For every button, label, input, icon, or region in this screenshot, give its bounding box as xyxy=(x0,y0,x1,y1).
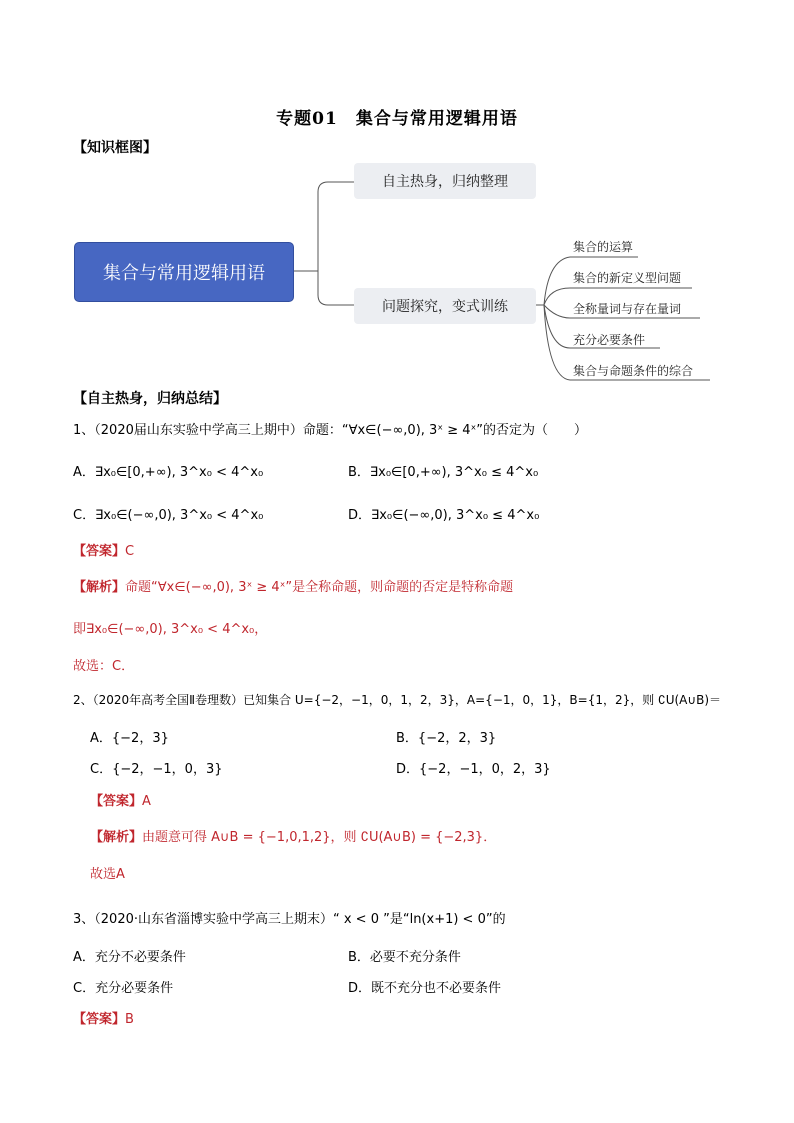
q2-analysis-line2: 故选A xyxy=(90,867,125,882)
mindmap-connectors xyxy=(0,0,794,400)
q1-option-d: D．∃x₀∈(−∞,0), 3^x₀ ≤ 4^x₀ xyxy=(348,508,540,523)
analysis-tag: 【解析】 xyxy=(90,830,143,845)
mindmap-leaf: 全称量词与存在量词 xyxy=(573,302,682,316)
q1-analysis-line2: 即∃x₀∈(−∞,0), 3^x₀ < 4^x₀， xyxy=(73,622,268,637)
answer-value: B xyxy=(125,1012,134,1027)
q3-option-a: A．充分不必要条件 xyxy=(73,950,186,965)
section-header: 【自主热身，归纳总结】 xyxy=(73,391,227,407)
q3-option-c: C．充分必要条件 xyxy=(73,981,174,996)
q1-option-a: A．∃x₀∈[0,+∞), 3^x₀ < 4^x₀ xyxy=(73,465,264,480)
analysis-tag: 【解析】 xyxy=(73,580,126,595)
analysis-text: 由题意可得 A∪B = {−1,0,1,2}，则 ∁U(A∪B) = {−2,3}． xyxy=(142,830,497,845)
mindmap-leaf: 充分必要条件 xyxy=(573,333,646,347)
q1-analysis-line3: 故选：C． xyxy=(73,659,135,674)
q1-option-b: B．∃x₀∈[0,+∞), 3^x₀ ≤ 4^x₀ xyxy=(348,465,539,480)
q2-option-b: B．{−2，2，3} xyxy=(396,731,497,746)
q2-stem: 2、（2020年高考全国Ⅱ卷理数）已知集合 U={−2，−1，0，1，2，3}，A={−1，0，1}，B={1，2}，则 ∁U(A∪B)＝ xyxy=(73,693,722,707)
knowledge-header: 【知识框图】 xyxy=(73,140,157,156)
q1-option-c: C．∃x₀∈(−∞,0), 3^x₀ < 4^x₀ xyxy=(73,508,264,523)
answer-value: A xyxy=(142,794,151,809)
answer-tag: 【答案】 xyxy=(90,794,143,809)
mindmap-root: 集合与常用逻辑用语 xyxy=(74,242,294,302)
q2-answer xyxy=(90,790,151,809)
branch2-connector xyxy=(318,271,354,305)
q1-analysis xyxy=(73,576,513,595)
branch1-connector xyxy=(318,182,354,271)
page-title: 专题01 集合与常用逻辑用语 xyxy=(276,109,518,129)
q3-stem: 3、（2020·山东省淄博实验中学高三上期末）“ x < 0 ”是“ln(x+1) < 0”的 xyxy=(73,912,506,927)
answer-tag: 【答案】 xyxy=(73,1012,126,1027)
q3-answer xyxy=(73,1008,134,1027)
mindmap-branch-explore: 问题探究，变式训练 xyxy=(354,288,536,324)
q2-option-c: C．{−2，−1，0，3} xyxy=(90,762,223,777)
mindmap-leaf: 集合与命题条件的综合 xyxy=(573,364,694,378)
analysis-text: 命题“∀x∈(−∞,0), 3ˣ ≥ 4ˣ”是全称命题，则命题的否定是特称命题 xyxy=(125,580,514,595)
q3-option-d: D．既不充分也不必要条件 xyxy=(348,981,502,996)
mindmap-leaf: 集合的运算 xyxy=(573,240,634,254)
answer-tag: 【答案】 xyxy=(73,544,126,559)
q2-option-d: D．{−2，−1，0，2，3} xyxy=(396,762,551,777)
answer-value: C xyxy=(125,544,135,559)
q2-option-a: A．{−2，3} xyxy=(90,731,169,746)
mindmap-leaf: 集合的新定义型问题 xyxy=(573,271,682,285)
q1-stem: 1、（2020届山东实验中学高三上期中）命题：“∀x∈(−∞,0), 3ˣ ≥ 4ˣ”的否定为（ ） xyxy=(73,423,588,438)
q1-answer xyxy=(73,540,134,559)
mindmap-branch-warmup: 自主热身，归纳整理 xyxy=(354,163,536,199)
q2-analysis xyxy=(90,826,496,845)
q3-option-b: B．必要不充分条件 xyxy=(348,950,461,965)
